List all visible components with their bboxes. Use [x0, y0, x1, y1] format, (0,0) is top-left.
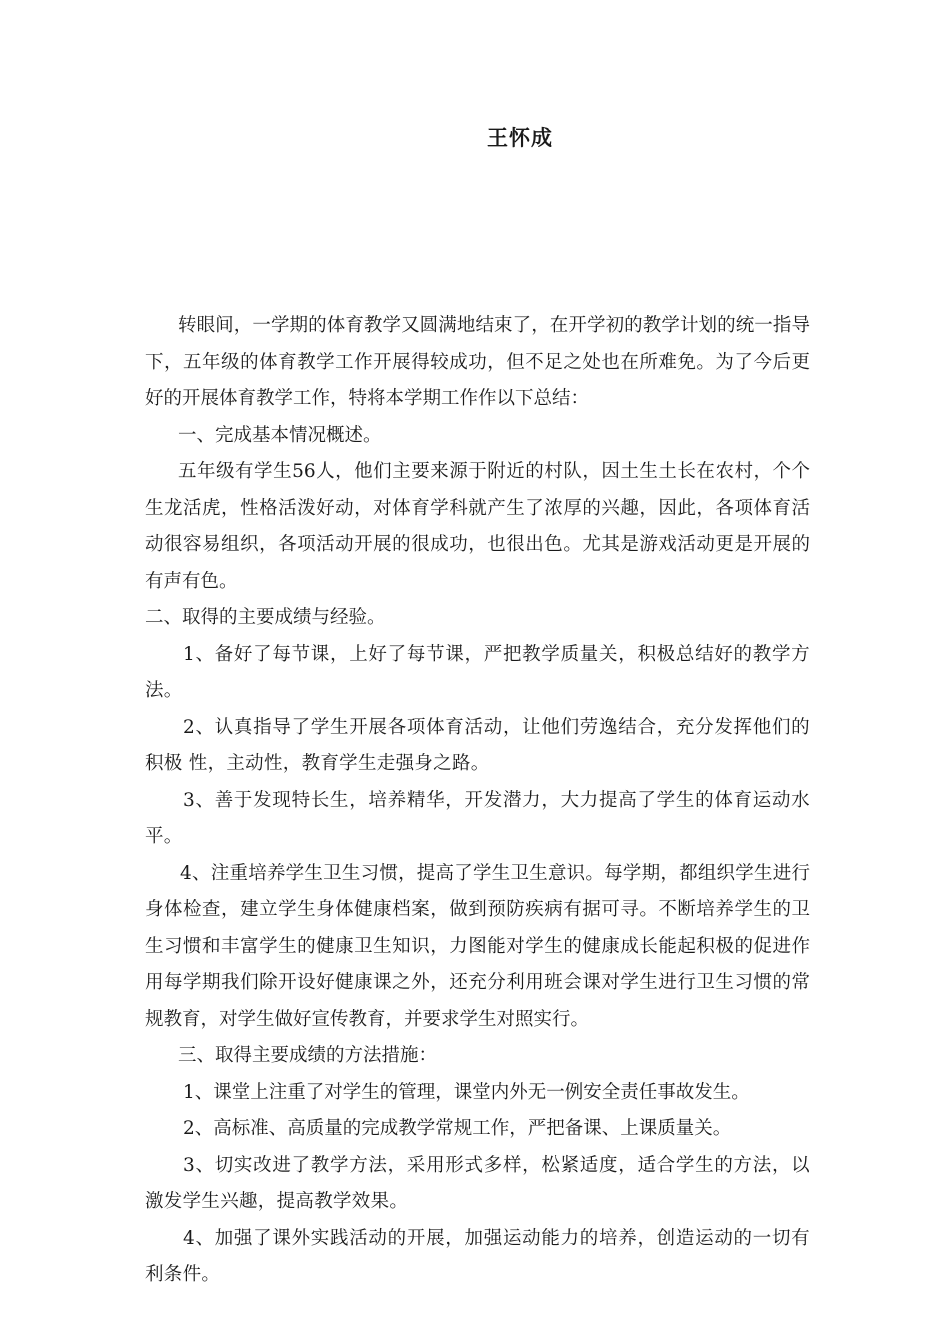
document-title: 王怀成 [487, 126, 553, 150]
method-item-1: 1、课堂上注重了对学生的管理，课堂内外无一例安全责任事故发生。 [183, 1081, 750, 1103]
intro-paragraph: 转眼间，一学期的体育教学又圆满地结束了，在开学初的教学计划的统一指导下，五年级的体育教学工作开展得较成功，但不足之处也在所难免。为了今后更好的开展体育教学工作，特将本学期工作作以下总结： [145, 315, 810, 409]
document-body [145, 308, 810, 1294]
achievement-item-1: 1、备好了每节课，上好了每节课，严把教学质量关，积极总结好的教学方法。 [145, 643, 810, 701]
section-heading-3: 三、取得主要成绩的方法措施： [178, 1045, 438, 1066]
section-heading-1: 一、完成基本情况概述。 [178, 424, 382, 446]
achievement-item-2: 2、认真指导了学生开展各项体育活动，让他们劳逸结合，充分发挥他们的积极 性，主动性，教育学生走强身之路。 [145, 716, 810, 774]
section-heading-2: 二、取得的主要成绩与经验。 [145, 607, 386, 628]
method-item-3: 3、切实改进了教学方法，采用形式多样，松紧适度，适合学生的方法，以激发学生兴趣，提高教学效果。 [145, 1154, 810, 1212]
method-item-2: 2、高标准、高质量的完成教学常规工作，严把备课、上课质量关。 [183, 1118, 732, 1139]
achievement-item-3: 3、善于发现特长生，培养精华，开发潜力，大力提高了学生的体育运动水平。 [145, 789, 810, 847]
achievement-item-4: 4、注重培养学生卫生习惯，提高了学生卫生意识。每学期，都组织学生进行身体检查，建立学生身体健康档案，做到预防疾病有据可寻。不断培养学生的卫生习惯和丰富学生的健康卫生知识，力图能对学生的健康成长能起积极的促进作用每学期我们除开设好健康课之外，还充分利用班会课对学生进行卫生习惯的常规教育，对学生做好宣传教育，并要求学生对照实行。 [145, 862, 810, 1030]
method-item-4: 4、加强了课外实践活动的开展，加强运动能力的培养，创造运动的一切有利条件。 [145, 1227, 810, 1285]
class-overview-paragraph: 五年级有学生56人，他们主要来源于附近的村队，因土生土长在农村，个个生龙活虎，性格活泼好动，对体育学科就产生了浓厚的兴趣，因此，各项体育活动很容易组织，各项活动开展的很成功，也很出色。尤其是游戏活动更是开展的有声有色。 [145, 461, 810, 592]
